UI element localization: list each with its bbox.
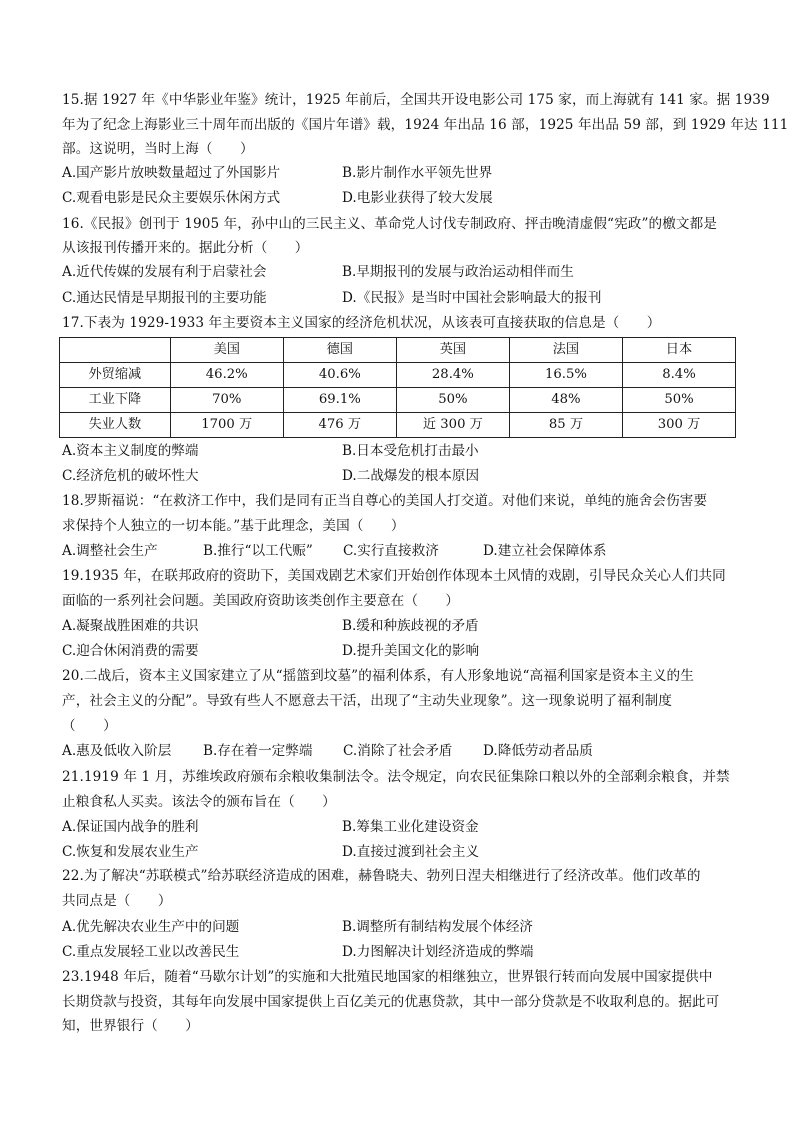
question-21-option-a[interactable]: A.保证国内战争的胜利 xyxy=(62,819,199,835)
question-23-stem-line-1: 23.1948 年后，随着“马歇尔计划”的实施和大批殖民地国家的相继独立，世界银行转而向发展中国家提供中 xyxy=(62,969,713,985)
question-16-stem-line-2: 从该报刊传播开来的。据此分析（ ） xyxy=(62,240,309,256)
question-18-option-d[interactable]: D.建立社会保障体系 xyxy=(483,543,607,559)
table-header-cell: 美国 xyxy=(170,338,283,363)
table-row xyxy=(60,388,736,413)
question-16-option-b[interactable]: B.早期报刊的发展与政治运动相伴而生 xyxy=(342,264,574,280)
table-header-row xyxy=(60,338,736,363)
table-cell: 近 300 万 xyxy=(396,413,509,438)
question-20-stem-line-3: （ ） xyxy=(62,718,117,734)
table-cell: 476 万 xyxy=(283,413,396,438)
question-20-stem-line-2: 产，社会主义的分配”。导致有些人不愿意去干活，出现了“主动失业现象”。这一现象说明了福利制度 xyxy=(62,693,672,709)
question-16-option-d[interactable]: D.《民报》是当时中国社会影响最大的报刊 xyxy=(342,290,602,306)
question-15-stem-line-3: 部。这说明，当时上海（ ） xyxy=(62,141,254,157)
table-header-cell: 德国 xyxy=(283,338,396,363)
table-cell: 16.5% xyxy=(509,363,622,388)
table-cell: 28.4% xyxy=(396,363,509,388)
table-row-label: 失业人数 xyxy=(60,413,171,438)
question-21-option-b[interactable]: B.筹集工业化建设资金 xyxy=(342,819,479,835)
question-17-option-b[interactable]: B.日本受危机打击最小 xyxy=(342,443,479,459)
question-17-option-a[interactable]: A.资本主义制度的弊端 xyxy=(62,443,199,459)
table-cell: 50% xyxy=(396,388,509,413)
question-17-option-d[interactable]: D.二战爆发的根本原因 xyxy=(342,468,480,484)
question-22-option-b[interactable]: B.调整所有制结构发展个体经济 xyxy=(342,919,534,935)
question-15-option-d[interactable]: D.电影业获得了较大发展 xyxy=(342,190,493,206)
table-row-label: 外贸缩减 xyxy=(60,363,171,388)
question-19-option-d[interactable]: D.提升美国文化的影响 xyxy=(342,643,480,659)
question-21-option-c[interactable]: C.恢复和发展农业生产 xyxy=(62,844,199,860)
table-cell: 1700 万 xyxy=(170,413,283,438)
economic-crisis-table xyxy=(59,337,736,438)
question-19-stem-line-2: 面临的一系列社会问题。美国政府资助该类创作主要意在（ ） xyxy=(62,593,460,609)
table-row-label: 工业下降 xyxy=(60,388,171,413)
question-20-option-d[interactable]: D.降低劳动者品质 xyxy=(483,743,593,759)
question-15-stem-line-1: 15.据 1927 年《中华影业年鉴》统计，1925 年前后，全国共开设电影公司 175 家，而上海就有 141 家。据 1939 xyxy=(62,92,770,108)
question-21-option-d[interactable]: D.直接过渡到社会主义 xyxy=(342,844,480,860)
question-16-stem-line-1: 16.《民报》创刊于 1905 年，孙中山的三民主义、革命党人讨伐专制政府、抨击晚清虚假“宪政”的檄文都是 xyxy=(62,216,717,232)
question-19-option-b[interactable]: B.缓和种族歧视的矛盾 xyxy=(342,618,479,634)
question-21-stem-line-1: 21.1919 年 1 月，苏维埃政府颁布余粮收集制法令。法令规定，向农民征集除口粮以外的全部剩余粮食，并禁 xyxy=(62,769,730,785)
table-cell: 40.6% xyxy=(283,363,396,388)
question-22-stem-line-2: 共同点是（ ） xyxy=(62,893,172,909)
table-cell: 48% xyxy=(509,388,622,413)
question-18-stem-line-1: 18.罗斯福说：“在救济工作中，我们是同有正当自尊心的美国人打交道。对他们来说，单纯的施舍会伤害要 xyxy=(62,493,708,509)
question-15-option-b[interactable]: B.影片制作水平领先世界 xyxy=(342,165,493,181)
question-18-option-a[interactable]: A.调整社会生产 xyxy=(62,543,158,559)
table-header-cell xyxy=(60,338,171,363)
table-cell: 69.1% xyxy=(283,388,396,413)
question-15-option-c[interactable]: C.观看电影是民众主要娱乐休闲方式 xyxy=(62,190,281,206)
table-cell: 8.4% xyxy=(622,363,735,388)
question-20-option-a[interactable]: A.惠及低收入阶层 xyxy=(62,743,172,759)
question-17-stem-line-1: 17.下表为 1929-1933 年主要资本主义国家的经济危机状况，从该表可直接获取的信息是（ ） xyxy=(62,315,661,331)
question-19-stem-line-1: 19.1935 年，在联邦政府的资助下，美国戏剧艺术家们开始创作体现本土风情的戏剧，引导民众关心人们共同 xyxy=(62,568,726,584)
question-15-stem-line-2: 年为了纪念上海影业三十周年而出版的《国片年谱》载，1924 年出品 16 部，1925 年出品 59 部，到 1929 年达 111 xyxy=(62,117,789,133)
question-15-option-a[interactable]: A.国产影片放映数量超过了外国影片 xyxy=(62,165,281,181)
table-cell: 85 万 xyxy=(509,413,622,438)
table-header-cell: 英国 xyxy=(396,338,509,363)
question-21-stem-line-2: 止粮食私人买卖。该法令的颁布旨在（ ） xyxy=(62,794,336,810)
table-cell: 70% xyxy=(170,388,283,413)
question-20-option-b[interactable]: B.存在着一定弊端 xyxy=(203,743,313,759)
question-16-option-c[interactable]: C.通达民情是早期报刊的主要功能 xyxy=(62,290,267,306)
question-22-option-a[interactable]: A.优先解决农业生产中的问题 xyxy=(62,919,240,935)
question-19-option-a[interactable]: A.凝聚战胜困难的共识 xyxy=(62,618,199,634)
table-header-cell: 法国 xyxy=(509,338,622,363)
table-header-cell: 日本 xyxy=(622,338,735,363)
table-cell: 50% xyxy=(622,388,735,413)
table-row xyxy=(60,413,736,438)
question-16-option-a[interactable]: A.近代传媒的发展有利于启蒙社会 xyxy=(62,264,267,280)
table-row xyxy=(60,363,736,388)
question-18-option-b[interactable]: B.推行“以工代赈” xyxy=(203,543,313,559)
question-22-option-d[interactable]: D.力图解决计划经济造成的弊端 xyxy=(342,944,534,960)
question-23-stem-line-2: 长期贷款与投资，其每年向发展中国家提供上百亿美元的优惠贷款，其中一部分贷款是不收取利息的。据此可 xyxy=(62,994,720,1010)
question-19-option-c[interactable]: C.迎合休闲消费的需要 xyxy=(62,643,199,659)
question-22-stem-line-1: 22.为了解决“苏联模式”给苏联经济造成的困难，赫鲁晓夫、勃列日涅夫相继进行了经济改革。他们改革的 xyxy=(62,868,701,884)
table-cell: 300 万 xyxy=(622,413,735,438)
question-17-option-c[interactable]: C.经济危机的破坏性大 xyxy=(62,468,199,484)
question-18-option-c[interactable]: C.实行直接救济 xyxy=(343,543,439,559)
question-22-option-c[interactable]: C.重点发展轻工业以改善民生 xyxy=(62,944,240,960)
question-23-stem-line-3: 知，世界银行（ ） xyxy=(62,1018,199,1034)
question-20-option-c[interactable]: C.消除了社会矛盾 xyxy=(343,743,453,759)
question-18-stem-line-2: 求保持个人独立的一切本能。”基于此理念，美国（ ） xyxy=(62,518,405,534)
question-20-stem-line-1: 20.二战后，资本主义国家建立了从“摇篮到坟墓”的福利体系，有人形象地说“高福利国家是资本主义的生 xyxy=(62,668,694,684)
table-cell: 46.2% xyxy=(170,363,283,388)
